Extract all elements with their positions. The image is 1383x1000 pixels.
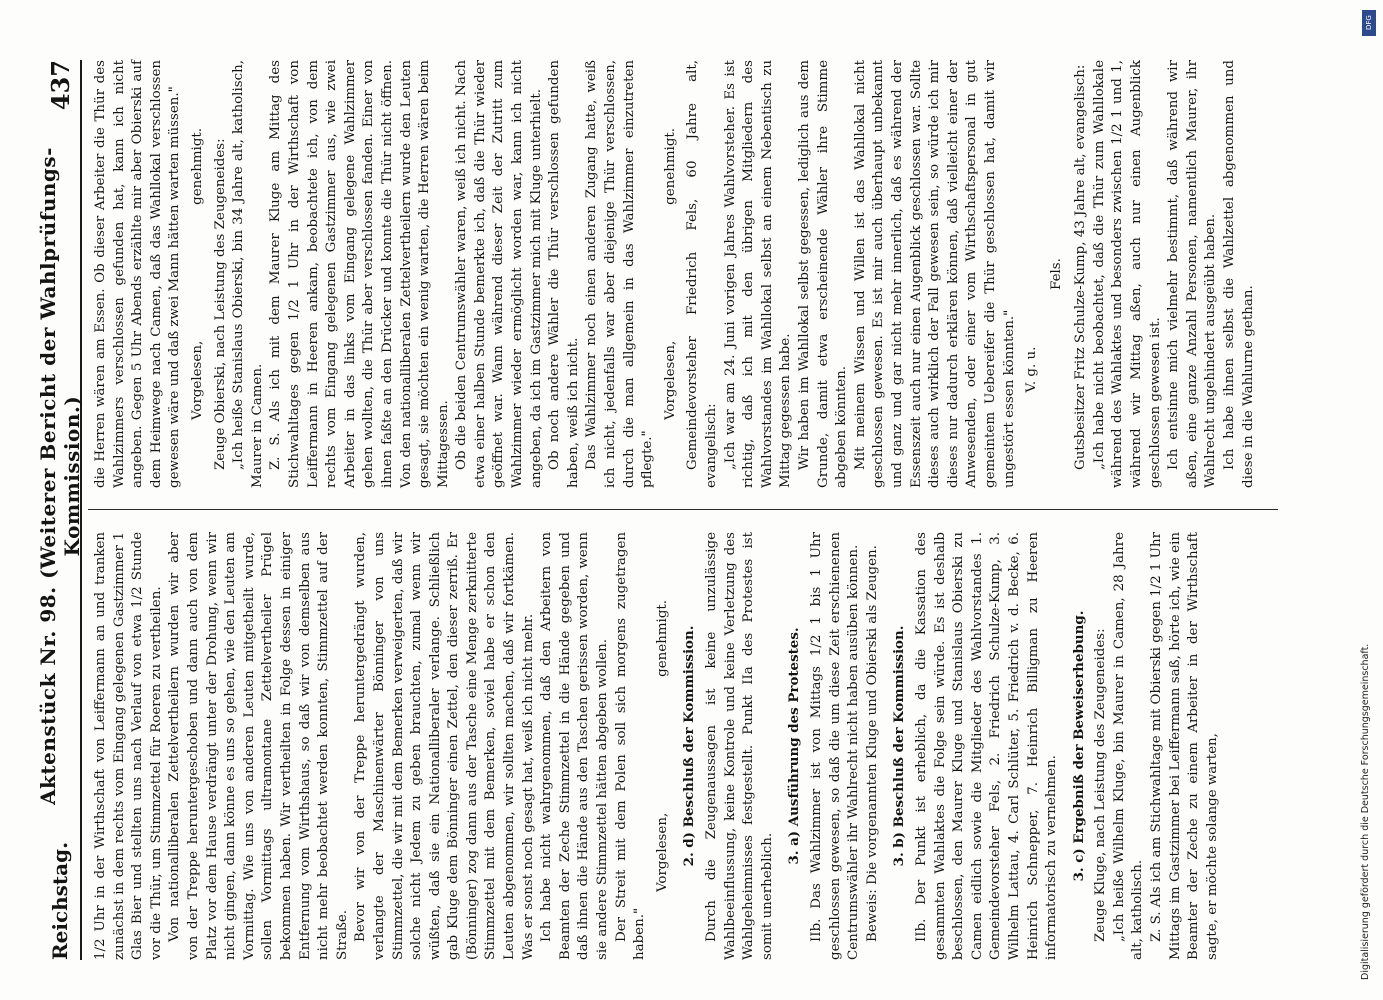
dfg-logo: DFG: [1362, 10, 1376, 36]
section-heading: 2. d) Beschluß der Kommission.: [681, 625, 698, 867]
paragraph: Zeuge Obierski, nach Leistung des Zeugeneides:: [212, 138, 228, 470]
signature-text: V. g. u.: [1024, 346, 1040, 393]
signature-text: Vorgelesen,: [654, 812, 670, 893]
paragraph: Bevor wir von der Treppe heruntergedrängt wurden, verlangte der Maschinenwärter Bönninger von uns Stimmzettel, die wir mit dem Bemerken verweigerten, daß wir solche nicht Jedem zu geben brauchten, zumal wenn wir wüßten, daß sie ein Nationalliberaler verlange. Schließlich gab Kluge dem Bönninger einen Zettel, den dieser zerriß. Er (Bönninger) zog dann aus der Tasche eine Menge zerknitterte Stimmzettel mit dem Bemerken, soviel habe er schon den Leuten abgenommen, wir sollten machen, daß wir fortkämen. Was er sonst noch gesagt hat, weiß ich nicht mehr.: [353, 532, 536, 960]
paragraph: die Herren wären am Essen. Ob dieser Arbeiter die Thür des Wahlzimmers verschlossen gefunden hat, kann ich nicht angeben. Gegen 5 Uhr Abends erzählte mir aber Obierski auf dem Heimwege nach Camen, daß das Wahllokal verschlossen gewesen wäre und daß zwei Mann hätten warten müssen.": [93, 60, 183, 488]
digitization-note-text: Digitalisierung gefördert durch die Deutsche Forschungsgemeinschaft.: [1360, 643, 1371, 980]
paragraph: Beweis: Die vorgenannten Kluge und Obierski als Zeugen.: [864, 545, 880, 942]
header-left: Reichstag.: [48, 841, 72, 960]
paragraph: Ich habe ihnen selbst die Wahlzettel abgenommen und diese in die Wahlurne gethan.: [1222, 60, 1256, 488]
paragraph: „Ich habe nicht beobachtet, daß die Thür zum Wahllokale während des Wahlaktes und besonders zwischen 1/2 1 und 1, während wir Mittag aßen, auch nur einen Augenblick geschlossen gewesen ist.: [1091, 60, 1163, 488]
paragraph: „Ich heiße Wilhelm Kluge, bin Maurer in Camen, 28 Jahre alt, katholisch.: [1111, 532, 1146, 960]
digitization-note: [1360, 20, 1374, 980]
page-header: [36, 60, 84, 960]
section-heading: 3. a) Ausführung des Protestes.: [786, 627, 803, 865]
page-number: 437: [45, 60, 75, 111]
paragraph: Z. S. Als ich mit dem Maurer Kluge am Mittag des Stichwahltages gegen 1/2 1 Uhr in der Wirthschaft von Leiffermann in Heeren ankam, beobachtete ich, von dem rechts vom Eingang gelegenen Gastzimmer aus, wie zwei Arbeiter in das links vom Eingang gelegene Wahlzimmer gehen wollten, die Thür aber verschlossen fanden. Einer von ihnen faßte an den Drücker und konnte die Thür nicht öffnen. Von den nationalliberalen Zettelvertheilern wurde den Leuten gesagt, sie möchten ein wenig warten, die Herren wären beim Mittagessen.: [268, 60, 451, 488]
header-title: Aktenstück Nr. 98. (Weiterer Bericht der Wahlprüfungs-Kommission.): [36, 147, 84, 805]
paragraph: Das Wahlzimmer noch einen anderen Zugang hatte, weiß ich nicht, jedenfalls war aber diejenige Thür verschlossen, durch die man allgemein in das Wahlzimmer einzutreten pflegte.": [584, 60, 656, 488]
paragraph: Wir haben im Wahllokal selbst gegessen, lediglich aus dem Grunde, damit etwa erscheinende Wähler ihre Stimme abgeben könnten.: [796, 60, 850, 488]
signature-line: [654, 532, 673, 960]
paragraph: Durch die Zeugenaussagen ist keine unzulässige Wahlbeeinflussung, keine Kontrole und keine Verletzung des Wahlgeheimnisses festgestellt. Punkt IIa des Protestes ist somit unerheblich.: [704, 532, 775, 960]
signature-text: genehmigt.: [189, 127, 205, 205]
paragraph: „Ich war am 24. Juni vorigen Jahres Wahlvorsteher. Es ist richtig, daß ich mit den übrigen Mitgliedern des Wahlvorstandes im Wahllokal selbst an einem Nebentisch zu Mittag gegessen habe.: [722, 60, 794, 488]
section-heading: 3. c) Ergebniß der Beweiserhebung.: [1070, 610, 1087, 882]
signature-line: [662, 60, 681, 488]
rotated-page-content: [36, 60, 1340, 960]
paragraph: Ich entsinne mich vielmehr bestimmt, daß während wir aßen, eine ganze Anzahl Personen, namentlich Maurer, ihr Wahlrecht ungehindert ausgeübt haben.: [1166, 60, 1219, 488]
section-heading: 3. b) Beschluß der Kommission.: [891, 625, 908, 867]
signature-text: Vorgelesen,: [189, 340, 205, 421]
paragraph: Zeuge Kluge, nach Leistung des Zeugeneides:: [1093, 628, 1109, 942]
signature-text: Vorgelesen,: [662, 340, 678, 421]
signature-text: genehmigt.: [662, 127, 678, 205]
paragraph: Ob die beiden Centrumswähler waren, weiß ich nicht. Nach etwa einer halben Stunde bemerkte ich, daß die Thür wieder geöffnet war. Wann während dieser Zeit der Zutritt zum Wahlzimmer wieder ermöglicht worden war, kann ich nicht angeben, da ich im Gastzimmer mich mit Kluge unterhielt.: [454, 60, 544, 488]
paragraph: Der Streit mit dem Polen soll sich morgens zugetragen haben.": [613, 532, 648, 960]
signature-line: [189, 60, 208, 488]
column-divider: [88, 509, 1278, 510]
paragraph: Ich habe nicht wahrgenommen, daß den Arbeitern von Beamten der Zeche Stimmzettel in die Hände gegeben und daß ihnen die Hände aus den Taschen gerissen worden, wenn sie andere Stimmzettel hätten abgeben wollen.: [539, 532, 611, 960]
text-column-left: [92, 532, 1222, 960]
text-column-right: [92, 60, 1258, 488]
paragraph: Gemeindevorsteher Friedrich Fels, 60 Jahre alt, evangelisch:: [685, 60, 719, 488]
paragraph: Fels.: [1048, 258, 1064, 290]
paragraph: Z. S. Als ich am Stichwahltage mit Obierski gegen 1/2 1 Uhr Mittags im Gastzimmer bei Leiffermann saß, hörte ich, wie ein Beamter der Zeche zu einem Arbeiter in der Wirthschaft sagte, er möchte solange warten,: [1149, 532, 1220, 960]
signature-line: [1023, 60, 1042, 488]
paragraph: 1/2 Uhr in der Wirthschaft von Leiffermann an und tranken zunächst in dem rechts vom Eingang gelegenen Gastzimmer 1 Glas Bier und stellten uns nach Verlauf von etwa 1/2 Stunde vor die Thür, um Stimmzettel für Roeren zu vertheilen.: [93, 532, 164, 960]
signature-text: genehmigt.: [654, 599, 670, 677]
paragraph: Ob noch andere Wähler die Thür verschlossen gefunden haben, weiß ich nicht.: [547, 60, 581, 488]
paragraph: IIb. Das Wahlzimmer ist von Mittags 1/2 1 bis 1 Uhr geschlossen gewesen, so daß die um diese Zeit erschienenen Centrumswähler ihr Wahlrecht nicht haben ausüben können.: [808, 532, 862, 960]
paragraph: „Ich heiße Stanislaus Obierski, bin 34 Jahre alt, katholisch, Maurer in Camen.: [231, 60, 265, 488]
paragraph: Gutsbesitzer Fritz Schulze-Kump, 43 Jahre alt, evangelisch:: [1073, 64, 1089, 470]
paragraph: Von nationalliberalen Zettelvertheilern wurden wir aber von der Treppe heruntergeschoben und dann auch von dem Platz vor dem Hause verdrängt unter der Drohung, wenn wir nicht gingen, dann könne es uns so gehen, wie den Leuten am Vormittag. Wie uns von anderen Leuten mitgetheilt wurde, sollen Vormittags ultramontane Zettelvertheiler Prügel bekommen haben. Wir vertheilten in Folge dessen in einiger Entfernung vom Wirthshaus, so daß wir von demselben aus nicht mehr beobachtet werden konnten, Stimmzettel auf der Straße.: [167, 532, 350, 960]
paragraph: Mit meinem Wissen und Willen ist das Wahllokal nicht geschlossen gewesen. Es ist mir auch überhaupt unbekannt und ganz und gar nicht mehr innerlich, daß es während der Essenszeit auch nur einen Augenblick geschlossen war. Sollte dieses auch wirklich der Fall gewesen sein, so würde ich mir dieses nur dadurch erklären können, daß vielleicht einer der Anwesenden, oder einer vom Wirthschaftspersonal in gut gemeintem Uebereifer die Thür geschlossen hat, damit wir ungestört essen könnten.": [852, 60, 1017, 488]
paragraph: IIb. Der Punkt ist erheblich, da die Kassation des gesammten Wahlaktes die Folge sein würde. Es ist deshalb beschlossen, den Maurer Kluge und Stanislaus Obierski zu Camen eidlich sowie die Mitglieder des Wahlvorstandes 1. Gemeindevorsteher Fels, 2. Friedrich Schulze-Kump, 3. Wilhelm Lattau, 4. Carl Schlüter, 5. Friedrich v. d. Becke, 6. Heinrich Schnepper, 7. Heinrich Billigman zu Heeren informatorisch zu vernehmen.: [913, 532, 1060, 960]
